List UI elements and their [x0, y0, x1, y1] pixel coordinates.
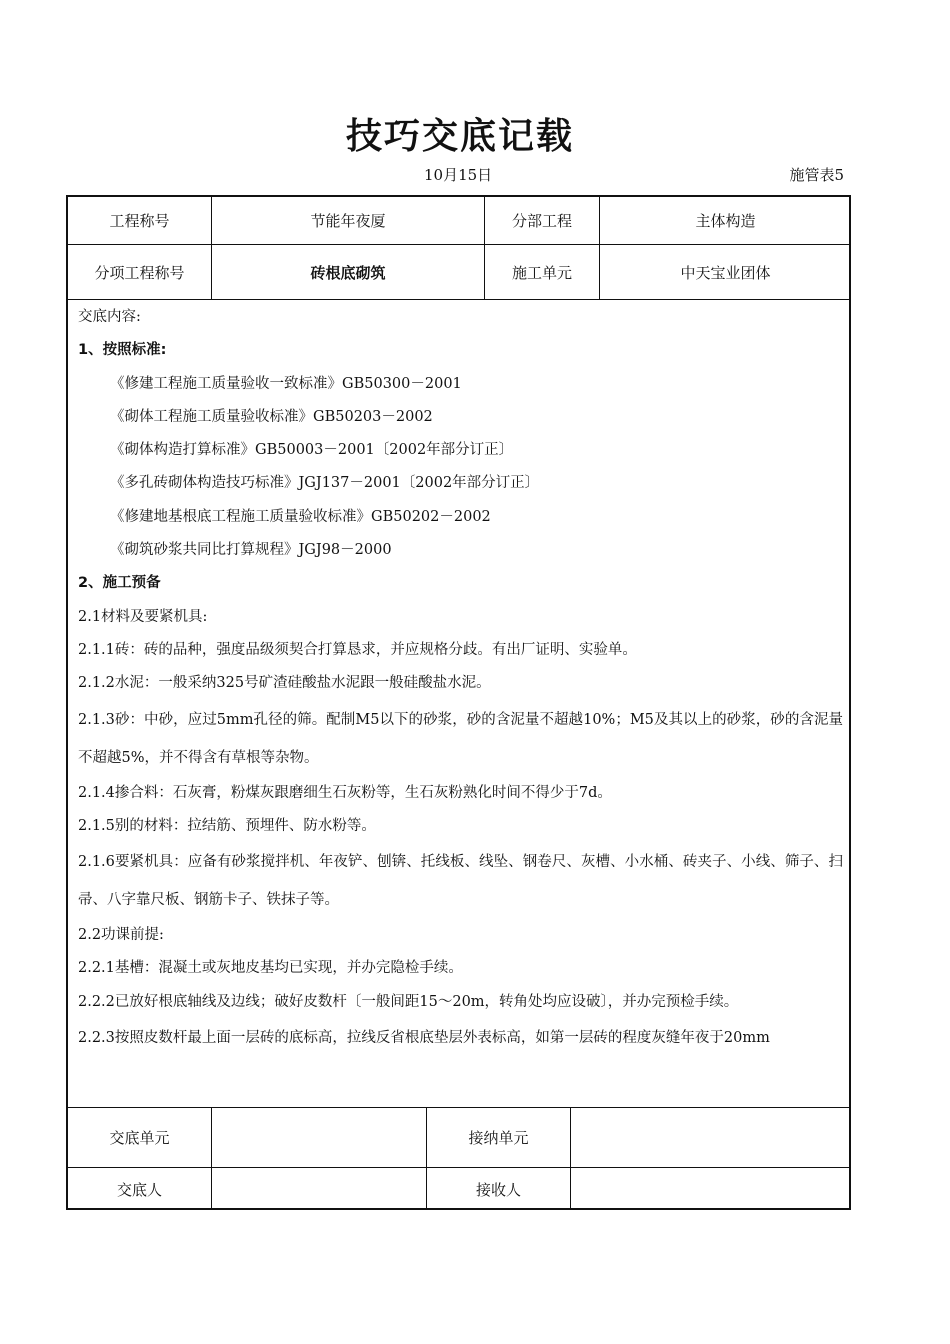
handover-unit-label: 交底单元: [109, 1129, 170, 1147]
handover-person-field[interactable]: [212, 1168, 426, 1210]
project-name-label: 工程称号: [109, 212, 170, 230]
receiving-unit-label: 接纳单元: [468, 1129, 529, 1147]
standard-item: 《砌体工程施工质量验收标准》GB50203－2002: [110, 408, 433, 425]
preparation-item: 2.2.2已放好根底轴线及边线；破好皮数杆〔一般间距15～20m，转角处均应设破〕，并办完预检手续。: [78, 993, 739, 1010]
section-2-title: 2、施工预备: [78, 575, 161, 592]
handover-unit-field[interactable]: [212, 1108, 426, 1167]
subitem-name-value: 砖根底砌筑: [310, 263, 386, 282]
preparation-item: 2.1.2水泥：一般采纳325号矿渣硅酸盐水泥跟一般硅酸盐水泥。: [78, 675, 491, 692]
preparation-item: 2.2.3按照皮数杆最上面一层砖的底标高，拉线反省根底垫层外表标高，如第一层砖的程度灰缝年夜于20mm: [78, 1030, 770, 1047]
project-name-value: 节能年夜厦: [310, 212, 386, 230]
preparation-item: 2.2.1基槽：混凝土或灰地皮基均已实现，并办完隐检手续。: [78, 960, 463, 977]
receiver-field[interactable]: [571, 1168, 851, 1210]
standard-item: 《修建地基根底工程施工质量验收标准》GB50202－2002: [110, 508, 491, 525]
preparation-item: 2.1.4掺合料：石灰膏，粉煤灰跟磨细生石灰粉等，生石灰粉熟化时间不得少于7d。: [78, 784, 612, 801]
preparation-item: 2.1.1砖：砖的品种，强度品级须契合打算恳求，并应规格分歧。有出厂证明、实验单。: [78, 641, 637, 658]
content-intro: 交底内容:: [78, 309, 141, 325]
handover-content: [78, 301, 843, 1057]
preparation-item: 2.1材料及要紧机具:: [78, 608, 208, 625]
standard-item: 《砌筑砂浆共同比打算规程》JGJ98－2000: [110, 542, 392, 559]
construction-unit-label: 施工单元: [511, 263, 572, 282]
row-divider: [68, 299, 849, 300]
record-table: [66, 195, 851, 1210]
document-title: 技巧交底记载: [345, 116, 574, 157]
handover-person-label: 交底人: [116, 1180, 162, 1199]
standard-item: 《多孔砖砌体构造技巧标准》JGJ137－2001〔2002年部分订正〕: [110, 475, 540, 492]
section-1-title: 1、按照标准:: [78, 342, 167, 359]
form-number: 施管表5: [789, 166, 844, 184]
division-value: 主体构造: [695, 212, 756, 230]
standard-item: 《砌体构造打算标准》GB50003－2001〔2002年部分订正〕: [110, 442, 514, 459]
receiver-label: 接收人: [475, 1180, 521, 1199]
preparation-item: 2.2功课前提:: [78, 927, 164, 944]
subitem-name-label: 分项工程称号: [94, 263, 185, 282]
preparation-item: 2.1.6要紧机具：应备有砂浆搅拌机、年夜铲、刨锛、托线板、线坠、钢卷尺、灰槽、小水桶、砖夹子、小线、筛子、扫帚、八字靠尺板、钢筋卡子、铁抹子等。: [78, 854, 843, 909]
preparation-item: 2.1.5别的材料：拉结筋、预埋件、防水粉等。: [78, 817, 376, 834]
receiving-unit-field[interactable]: [571, 1108, 851, 1167]
standard-item: 《修建工程施工质量验收一致标准》GB50300－2001: [110, 375, 462, 392]
record-date: 10月15日: [424, 166, 493, 184]
division-label: 分部工程: [511, 212, 572, 230]
construction-unit-value: 中天宝业团体: [680, 263, 771, 282]
preparation-item: 2.1.3砂：中砂，应过5mm孔径的筛。配制M5以下的砂浆，砂的含泥量不超越10%；M5及其以上的砂浆，砂的含泥量不超越5%，并不得含有草根等杂物。: [78, 711, 843, 766]
